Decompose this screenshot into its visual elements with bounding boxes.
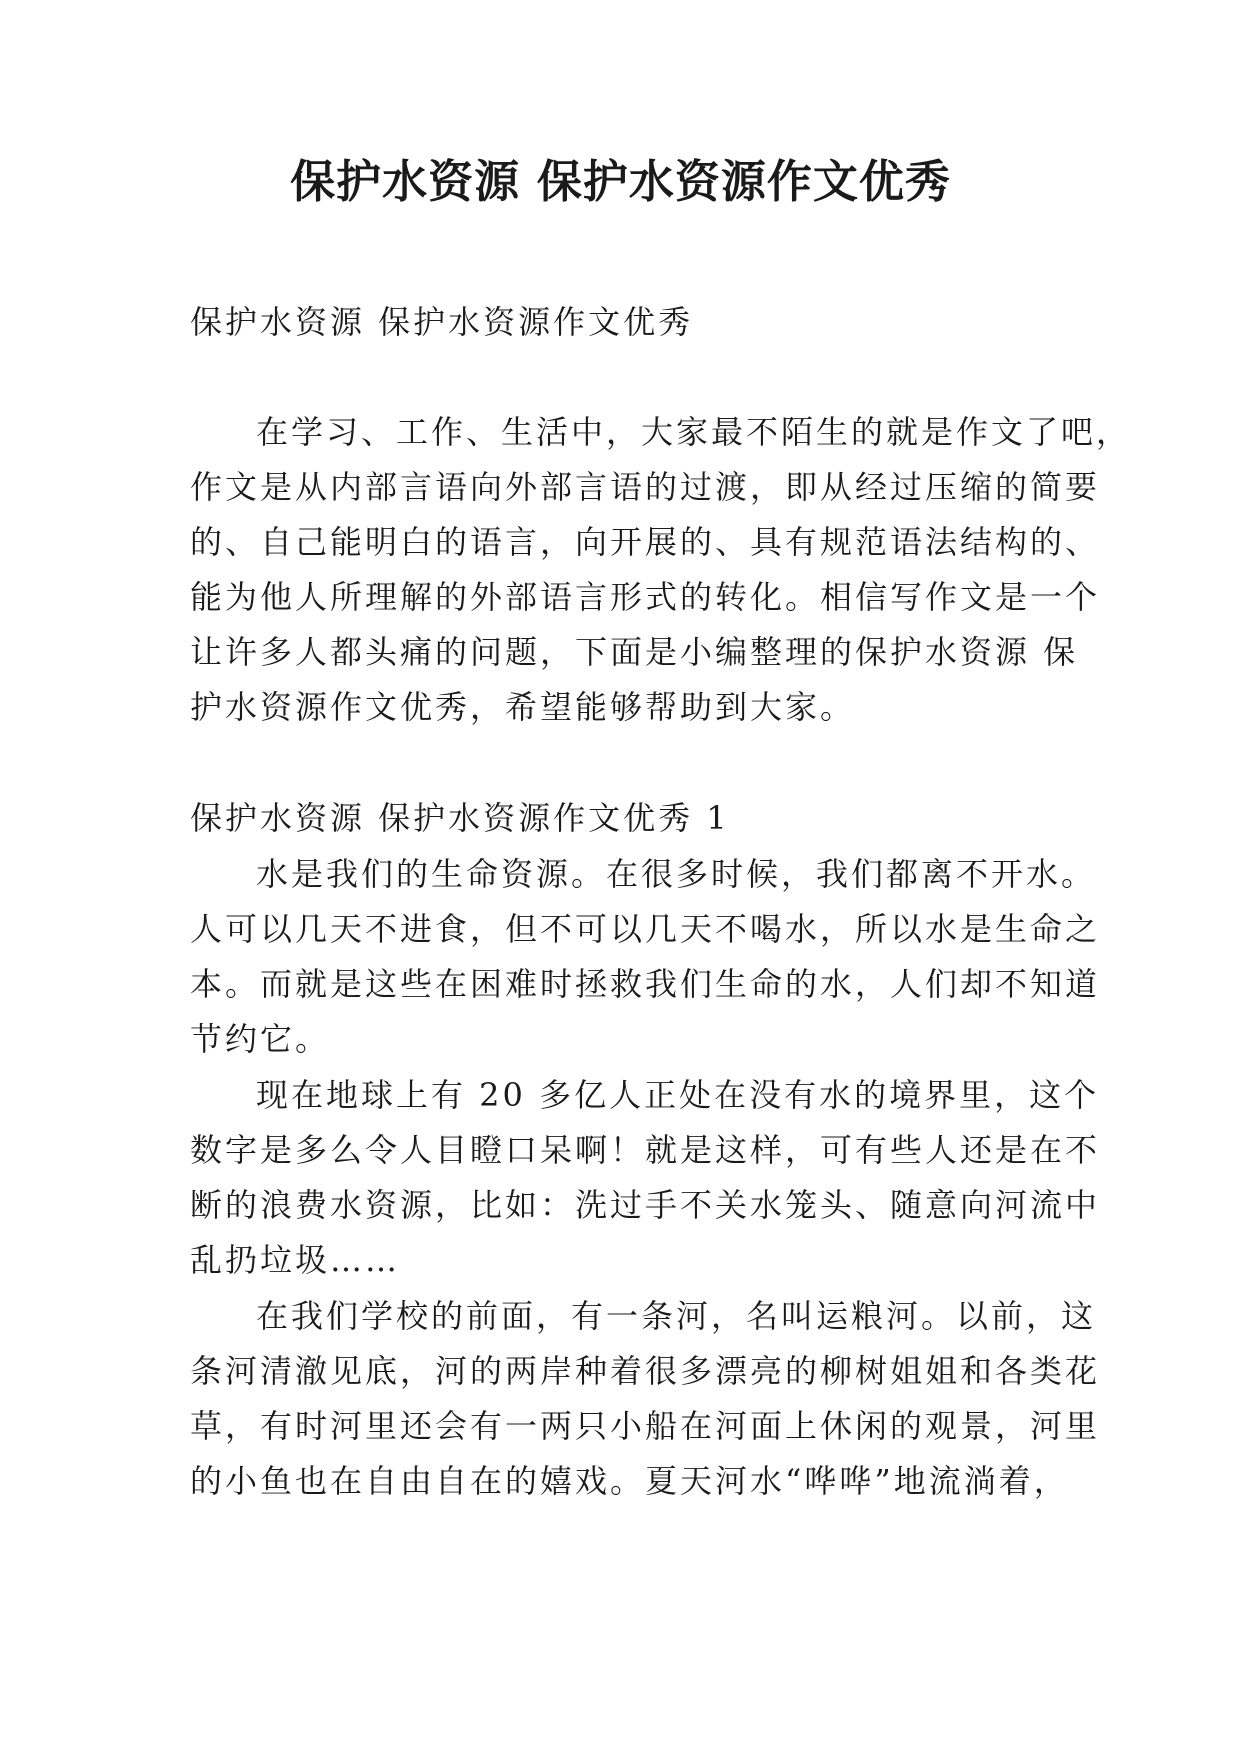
paragraph-line: 的小鱼也在自由自在的嬉戏。夏天河水“哗哗”地流淌着， [190, 1462, 1069, 1500]
paragraph-line: 本。而就是这些在困难时拯救我们生命的水，人们却不知道 [190, 965, 1101, 1003]
section-heading: 保护水资源 保护水资源作文优秀 1 [190, 799, 730, 837]
paragraph-line: 草，有时河里还会有一两只小船在河面上休闲的观景，河里 [190, 1407, 1101, 1445]
intro-line: 让许多人都头痛的问题，下面是小编整理的保护水资源 保 [190, 633, 1079, 671]
intro-line: 在学习、工作、生活中，大家最不陌生的就是作文了吧， [256, 413, 1132, 451]
intro-line: 护水资源作文优秀，希望能够帮助到大家。 [190, 688, 856, 726]
intro-line: 能为他人所理解的外部语言形式的转化。相信写作文是一个 [190, 578, 1101, 616]
intro-line: 作文是从内部言语向外部言语的过渡，即从经过压缩的简要 [190, 468, 1101, 506]
paragraph-line: 水是我们的生命资源。在很多时候，我们都离不开水。 [256, 855, 1097, 893]
paragraph-line: 人可以几天不进食，但不可以几天不喝水，所以水是生命之 [190, 910, 1101, 948]
intro-line: 的、自己能明白的语言，向开展的、具有规范语法结构的、 [190, 523, 1101, 561]
paragraph-line: 乱扔垃圾…… [190, 1241, 401, 1279]
paragraph-line: 节约它。 [190, 1020, 331, 1058]
paragraph-line: 数字是多么令人目瞪口呆啊！就是这样，可有些人还是在不 [190, 1131, 1101, 1169]
paragraph-line: 条河清澈见底，河的两岸种着很多漂亮的柳树姐姐和各类花 [190, 1352, 1101, 1390]
paragraph-line: 断的浪费水资源，比如：洗过手不关水笼头、随意向河流中 [190, 1186, 1101, 1224]
document-title: 保护水资源 保护水资源作文优秀 [290, 155, 951, 208]
document-subtitle: 保护水资源 保护水资源作文优秀 [190, 303, 694, 341]
paragraph-line: 在我们学校的前面，有一条河，名叫运粮河。以前，这 [256, 1297, 1097, 1335]
paragraph-line: 现在地球上有 20 多亿人正处在没有水的境界里，这个 [256, 1076, 1100, 1114]
